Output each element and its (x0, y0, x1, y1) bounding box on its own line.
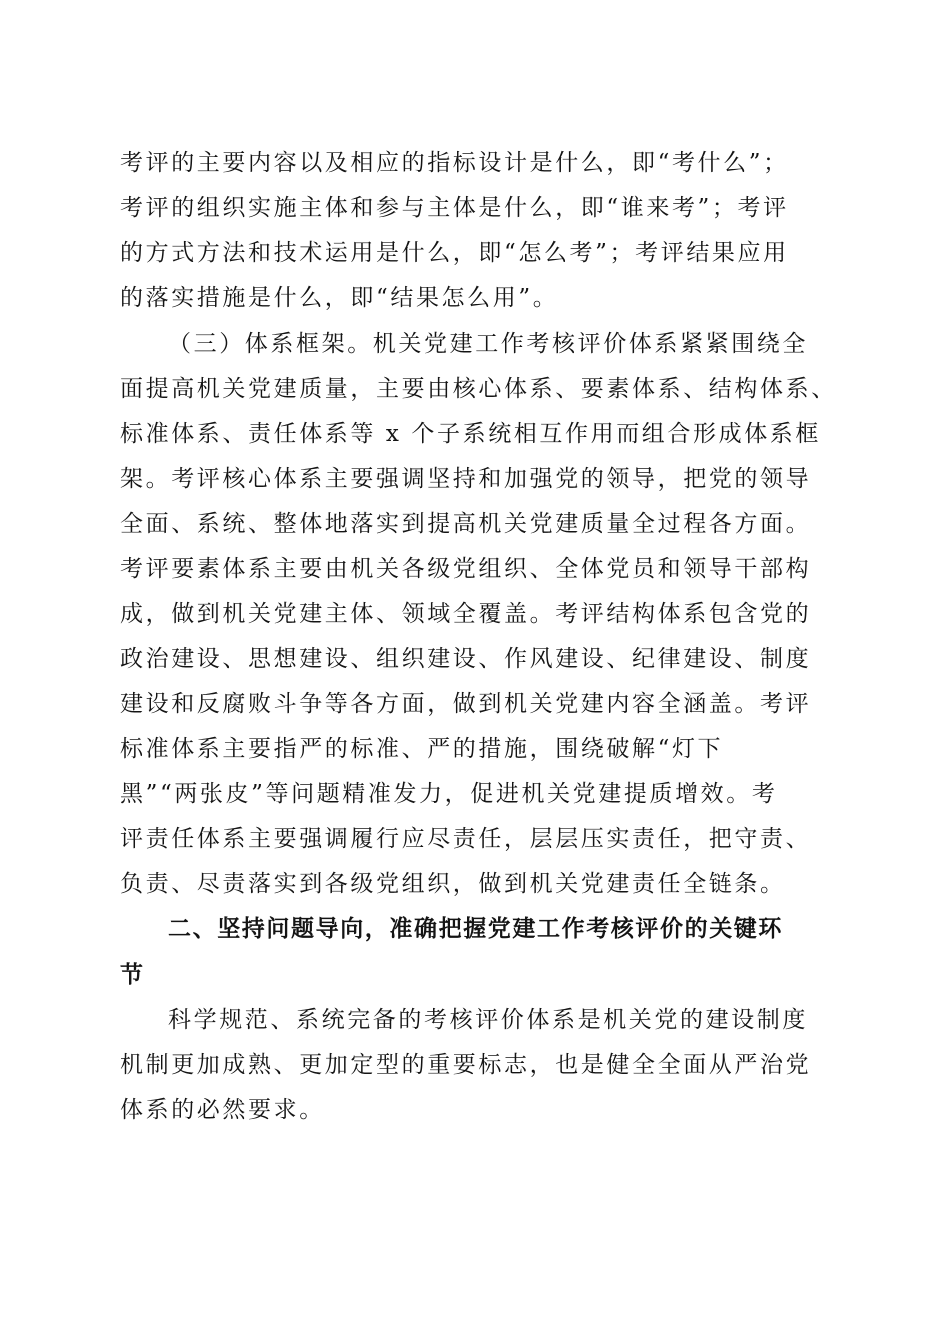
paragraph-2-line-13: 负责、尽责落实到各级党组织，做到机关党建责任全链条。 (120, 871, 786, 897)
paragraph-3-line-1: 科学规范、系统完备的考核评价体系是机关党的建设制度 (168, 1007, 808, 1033)
paragraph-2-line-8: 政治建设、思想建设、组织建设、作风建设、纪律建设、制度 (120, 646, 812, 672)
paragraph-2-line-2: 面提高机关党建质量，主要由核心体系、要素体系、结构体系、 (120, 376, 837, 402)
paragraph-2-line-4: 架。考评核心体系主要强调坚持和加强党的领导，把党的领导 (120, 466, 812, 492)
paragraph-1-line-1: 考评的主要内容以及相应的指标设计是什么，即“考什么”； (120, 150, 789, 176)
paragraph-2-line-11: 黑”“两张皮”等问题精准发力，促进机关党建提质增效。考 (120, 781, 778, 807)
paragraph-2-line-7: 成，做到机关党建主体、领域全覆盖。考评结构体系包含党的 (120, 601, 812, 627)
paragraph-1-line-3: 的方式方法和技术运用是什么，即“怎么考”；考评结果应用 (120, 240, 789, 266)
paragraph-1-line-4: 的落实措施是什么，即“结果怎么用”。 (120, 285, 559, 311)
paragraph-2-line-6: 考评要素体系主要由机关各级党组织、全体党员和领导干部构 (120, 556, 812, 582)
section-heading-line-1: 二、坚持问题导向，准确把握党建工作考核评价的关键环 (168, 916, 783, 942)
paragraph-2-line-9: 建设和反腐败斗争等各方面，做到机关党建内容全涵盖。考评 (120, 691, 812, 717)
paragraph-1-line-2: 考评的组织实施主体和参与主体是什么，即“谁来考”；考评 (120, 195, 789, 221)
paragraph-3-line-2: 机制更加成熟、更加定型的重要标志，也是健全全面从严治党 (120, 1052, 812, 1078)
paragraph-2-line-12: 评责任体系主要强调履行应尽责任，层层压实责任，把守责、 (120, 826, 812, 852)
paragraph-2-line-10: 标准体系主要指严的标准、严的措施，围绕破解“灯下 (120, 736, 724, 762)
section-heading-line-2: 节 (120, 962, 145, 988)
paragraph-3-line-3: 体系的必然要求。 (120, 1097, 325, 1123)
paragraph-2-line-5: 全面、系统、整体地落实到提高机关党建质量全过程各方面。 (120, 511, 812, 537)
paragraph-2-line-1: （三）体系框架。机关党建工作考核评价体系紧紧围绕全 (168, 331, 808, 357)
paragraph-2-line-3: 标准体系、责任体系等 x 个子系统相互作用而组合形成体系框 (120, 421, 821, 447)
